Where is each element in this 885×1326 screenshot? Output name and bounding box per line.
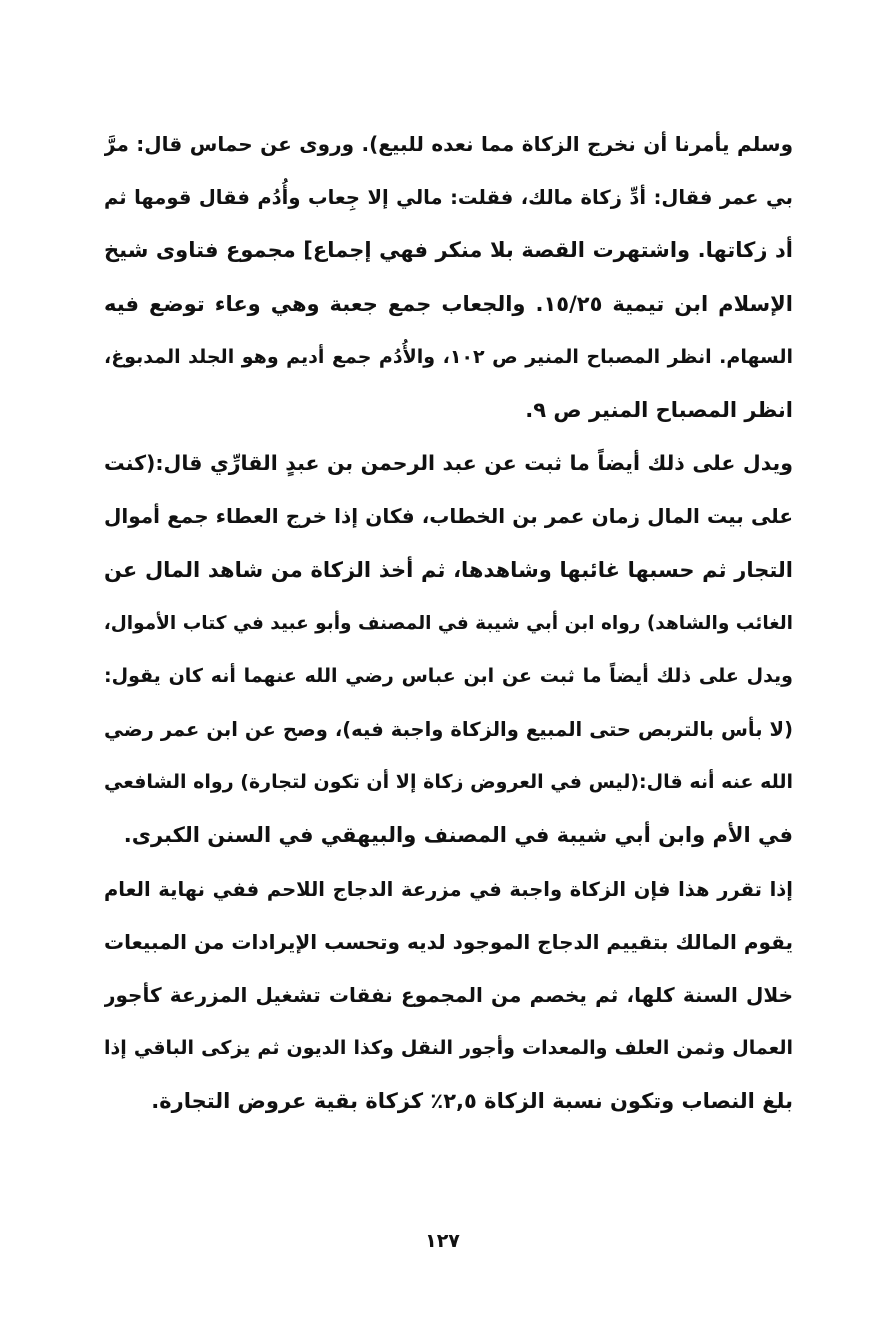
paragraph-footnote-continuation	[104, 118, 793, 437]
text-line: الغائب والشاهد) رواه ابن أبي شيبة في المصنف وأبو عبيد في كتاب الأموال،	[104, 612, 793, 634]
paragraph-evidence	[104, 437, 793, 863]
body-text	[104, 118, 793, 1129]
text-line: خلال السنة كلها، ثم يخصم من المجموع نفقات تشغيل المزرعة كأجور	[104, 983, 793, 1007]
paragraph-conclusion	[104, 863, 793, 1129]
text-line: إذا تقرر هذا فإن الزكاة واجبة في مزرعة الدجاج اللاحم ففي نهاية العام	[104, 877, 793, 901]
text-line: على بيت المال زمان عمر بن الخطاب، فكان إذا خرج العطاء جمع أموال	[104, 504, 793, 529]
text-line: (لا بأس بالتربص حتى المبيع والزكاة واجبة فيه)، وصح عن ابن عمر رضي	[104, 718, 793, 742]
text-line: ويدل على ذلك أيضاً ما ثبت عن عبد الرحمن بن عبدٍ القارِّي قال:(كنت	[104, 451, 793, 476]
text-line: العمال وثمن العلف والمعدات وأجور النقل وكذا الديون ثم يزكى الباقي إذا	[104, 1037, 793, 1060]
text-line: بلغ النصاب وتكون نسبة الزكاة ٢,٥٪ كزكاة بقية عروض التجارة.	[151, 1089, 793, 1114]
text-line: بي عمر فقال: أدِّ زكاة مالك، فقلت: مالي إلا جِعاب وأُدُم فقال قومها ثم	[104, 186, 793, 210]
text-line: وسلم يأمرنا أن نخرج الزكاة مما نعده للبيع). وروى عن حماس قال: مرَّ	[104, 132, 793, 156]
text-line: الإسلام ابن تيمية ١٥/٢٥. والجعاب جمع جعبة وهي وعاء توضع فيه	[104, 291, 793, 316]
text-line: انظر المصباح المنير ص ٩.	[525, 397, 793, 422]
text-line: أد زكاتها. واشتهرت القصة بلا منكر فهي إجماع] مجموع فتاوى شيخ	[104, 238, 793, 263]
text-line: ويدل على ذلك أيضاً ما ثبت عن ابن عباس رضي الله عنهما أنه كان يقول:	[104, 664, 793, 687]
text-line: السهام. انظر المصباح المنير ص ١٠٢، والأُدُم جمع أديم وهو الجلد المدبوغ،	[104, 345, 793, 368]
text-line: يقوم المالك بتقييم الدجاج الموجود لديه وتحسب الإيرادات من المبيعات	[104, 929, 793, 954]
text-line: التجار ثم حسبها غائبها وشاهدها، ثم أخذ الزكاة من شاهد المال عن	[104, 557, 793, 582]
page-number: ١٢٧	[425, 1230, 460, 1252]
text-line: الله عنه أنه قال:(ليس في العروض زكاة إلا أن تكون لتجارة) رواه الشافعي	[104, 771, 793, 794]
text-line: في الأم وابن أبي شيبة في المصنف والبيهقي في السنن الكبرى.	[123, 823, 793, 848]
